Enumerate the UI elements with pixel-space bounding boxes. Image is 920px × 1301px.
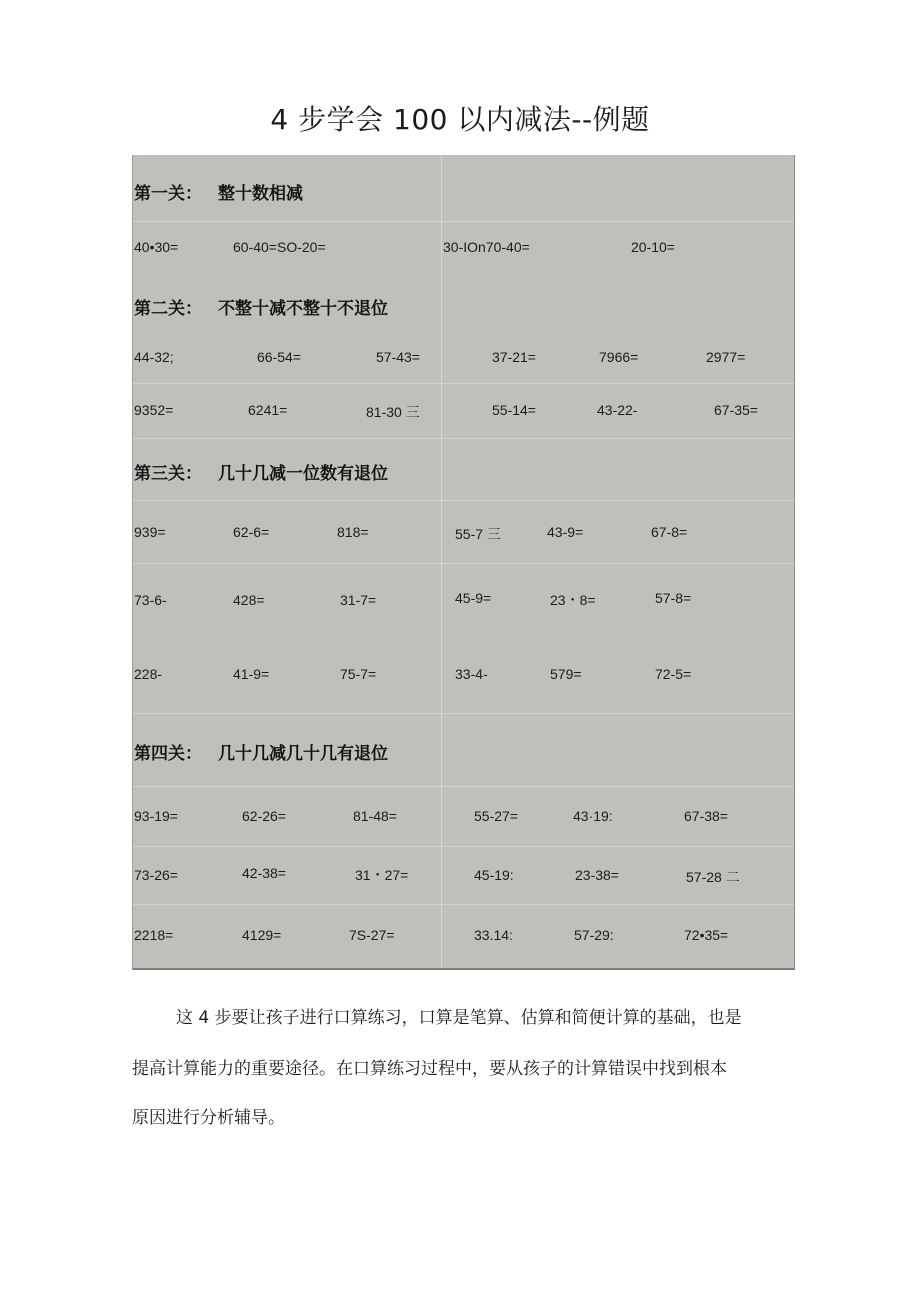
row-divider xyxy=(133,500,794,501)
problem: 43-22- xyxy=(597,402,638,418)
problem: 2977= xyxy=(706,349,746,365)
level-label: 第四关： xyxy=(134,744,202,764)
problem: 7S-27= xyxy=(349,927,395,943)
problem: 818= xyxy=(337,524,369,540)
page-title: 4 步学会 100 以内减法--例题 xyxy=(270,103,650,136)
problem: 57-8= xyxy=(655,590,692,606)
level-3-heading xyxy=(134,459,388,484)
problem: 93-19= xyxy=(134,808,178,824)
problem: 44-32; xyxy=(134,349,174,365)
paragraph-line: 这 4 步要让孩子进行口算练习，口算是笔算、估算和简便计算的基础，也是 xyxy=(176,1008,742,1028)
problem: 228- xyxy=(134,666,163,682)
row-divider xyxy=(133,846,794,847)
level-4-heading xyxy=(134,739,388,764)
exercise-table xyxy=(132,155,795,970)
problem: 45-19: xyxy=(474,867,514,883)
problem: 2218= xyxy=(134,927,174,943)
problem: 55-14= xyxy=(492,402,536,418)
problem: 57-43= xyxy=(376,349,420,365)
problem: 6241= xyxy=(248,402,288,418)
level-1-heading xyxy=(134,179,303,204)
row-divider xyxy=(133,713,794,714)
problem: 9352= xyxy=(134,402,174,418)
problem: 20-10= xyxy=(631,239,675,255)
problem: 81-48= xyxy=(353,808,397,824)
level-label: 第一关： xyxy=(134,184,202,204)
problem: 579= xyxy=(550,666,582,682)
level-name: 几十几减几十几有退位 xyxy=(218,744,388,764)
problem: 43·19: xyxy=(573,808,613,824)
problem: 31-7= xyxy=(340,592,377,608)
row-divider xyxy=(133,786,794,787)
problem: 67-8= xyxy=(651,524,688,540)
problem: 81-30 三 xyxy=(366,404,420,420)
level-2-heading xyxy=(134,294,388,319)
row-divider xyxy=(133,438,794,439)
problem: 67-35= xyxy=(714,402,758,418)
problem: 939= xyxy=(134,524,166,540)
level-label: 第三关： xyxy=(134,464,202,484)
problem: 75-7= xyxy=(340,666,377,682)
problem: 7966= xyxy=(599,349,639,365)
problem: 45-9= xyxy=(455,590,492,606)
problem: 72-5= xyxy=(655,666,692,682)
problem: 33-4- xyxy=(455,666,488,682)
row-divider xyxy=(133,563,794,564)
row-divider xyxy=(133,383,794,384)
problem: 62-6= xyxy=(233,524,270,540)
problem: 23-38= xyxy=(575,867,619,883)
problem: 40•30= xyxy=(134,239,179,255)
problem: 33.14: xyxy=(474,927,513,943)
problem: 37-21= xyxy=(492,349,536,365)
row-divider xyxy=(133,904,794,905)
problem: 55-7 三 xyxy=(455,526,501,542)
problem: 73-6- xyxy=(134,592,167,608)
problem: 72•35= xyxy=(684,927,729,943)
paragraph-line: 提高计算能力的重要途径。在口算练习过程中，要从孩子的计算错误中找到根本 xyxy=(132,1059,727,1079)
problem: 66-54= xyxy=(257,349,301,365)
problem: 60-40=SO-20= xyxy=(233,239,326,255)
problem: 31・27= xyxy=(355,867,409,883)
problem: 62-26= xyxy=(242,808,286,824)
level-name: 整十数相减 xyxy=(218,184,303,204)
problem: 55-27= xyxy=(474,808,518,824)
problem: 23・8= xyxy=(550,592,596,608)
problem: 30-IOn70-40= xyxy=(443,239,530,255)
level-name: 几十几减一位数有退位 xyxy=(218,464,388,484)
problem: 4129= xyxy=(242,927,282,943)
problem: 43-9= xyxy=(547,524,584,540)
row-divider xyxy=(133,221,794,222)
level-name: 不整十减不整十不退位 xyxy=(218,299,388,319)
problem: 67-38= xyxy=(684,808,728,824)
problem: 57-28 二 xyxy=(686,869,740,885)
problem: 57-29: xyxy=(574,927,614,943)
problem: 41-9= xyxy=(233,666,270,682)
paragraph-line: 原因进行分析辅导。 xyxy=(132,1108,285,1128)
problem: 428= xyxy=(233,592,265,608)
problem: 42-38= xyxy=(242,865,286,881)
problem: 73-26= xyxy=(134,867,178,883)
level-label: 第二关： xyxy=(134,299,202,319)
